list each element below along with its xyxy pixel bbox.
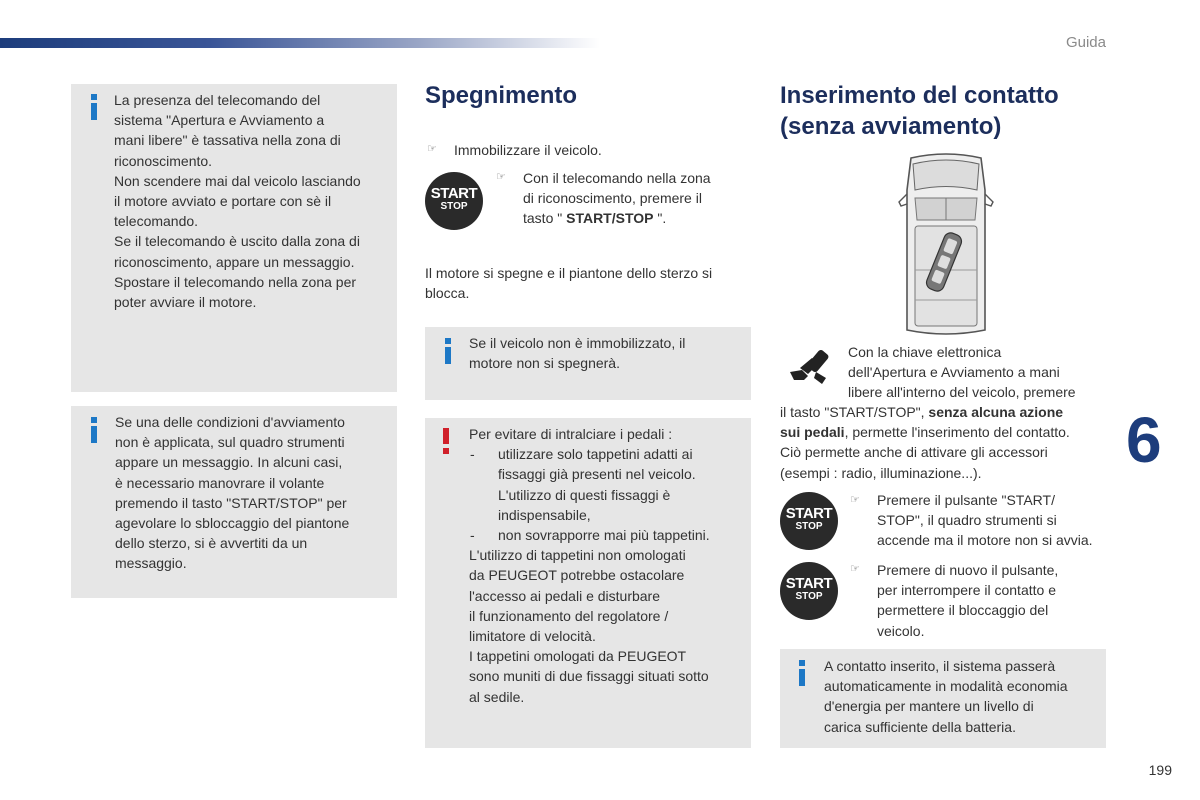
pointing-hand-icon: ☞ bbox=[850, 494, 860, 506]
start-stop-button-icon: START STOP bbox=[780, 492, 838, 550]
pointing-hand-icon: ☞ bbox=[850, 563, 860, 575]
page-number: 199 bbox=[1148, 762, 1172, 778]
pointing-hand-icon: ☞ bbox=[496, 171, 506, 183]
start-stop-button-icon: START STOP bbox=[780, 562, 838, 620]
warning-icon bbox=[440, 428, 452, 454]
header-gradient-bar bbox=[0, 38, 600, 48]
warning-text: Per evitare di intralciare i pedali : - utilizzare solo tappetini adatti ai fissaggi già presenti nel veicolo. L'utilizzo di questi fissaggi è indispensabile, - non sovrapporre mai più tappetini. L'utilizzo di tappetini non omologati da PEUGEOT potrebbe ostacolare l'accesso ai pedali e disturbare il funzionamento del regolatore / limitatore di velocità. I tappetini omologati da PEUGEOT sono muniti di due fissaggi situati sotto al sedile. bbox=[469, 426, 710, 705]
info-text-conditions: Se una delle condizioni d'avviamento non è applicata, sul quadro strumenti appare un messaggio. In alcuni casi, è necessario manovrare il volante premendo il tasto "START/STOP" per agevolare lo sbloccaggio del piantone dello sterzo, si è avvertiti da un messaggio. bbox=[115, 414, 350, 572]
warning-box-pedals bbox=[425, 418, 751, 748]
info-text-economy: A contatto inserito, il sistema passerà automaticamente in modalità economia d'energia per mantere un livello di carica sufficiente della batteria. bbox=[824, 658, 1068, 735]
pointing-hand-icon: ☞ bbox=[427, 143, 437, 155]
info-text-remote: La presenza del telecomando del sistema "Apertura e Avviamento a mani libere" è tassativa nella zona di riconoscimento. Non scendere mai dal veicolo lasciando il motore avviato e portare con sè il telecomando. Se il telecomando è uscito dalla zona di riconoscimento, appare un messaggio. Spostare il telecomando nella zona per poter avviare il motore. bbox=[114, 92, 361, 311]
chapter-number: 6 bbox=[1126, 404, 1162, 476]
hand-key-icon bbox=[786, 344, 834, 388]
step-immobilize: Immobilizzare il veicolo. bbox=[454, 142, 602, 158]
info-box-economy-mode bbox=[780, 649, 1106, 748]
info-box-not-immobilized bbox=[425, 327, 751, 400]
paragraph-ignition: il tasto "START/STOP", senza alcuna azione sui pedali, permette l'inserimento del contatto. Ciò permette anche di attivare gli accessori (esempi : radio, illuminazione...). bbox=[780, 404, 1070, 481]
info-text-not-immobilized: Se il veicolo non è immobilizzato, il motore non si spegnerà. bbox=[469, 335, 686, 372]
info-box-start-conditions bbox=[71, 406, 397, 598]
start-stop-button-icon: START STOP bbox=[425, 172, 483, 230]
step-press-start-stop: Con il telecomando nella zona di riconoscimento, premere il tasto " START/STOP ". bbox=[523, 170, 711, 227]
section-label: Guida bbox=[1065, 34, 1106, 51]
key-inside-text: Con la chiave elettronica dell'Apertura e Avviamento a mani libere all'interno del veicolo, premere bbox=[848, 344, 1076, 401]
info-icon bbox=[795, 660, 809, 686]
info-box-remote-presence bbox=[71, 84, 397, 392]
section-title-inserimento: Inserimento del contatto (senza avviamento) bbox=[780, 82, 1059, 140]
info-icon bbox=[87, 94, 101, 120]
info-icon bbox=[87, 417, 101, 443]
section-title-spegnimento: Spegnimento bbox=[425, 82, 578, 109]
step-press-again: Premere di nuovo il pulsante, per interrompere il contatto e permettere il bloccaggio del veicolo. bbox=[877, 562, 1059, 639]
paragraph-engine-stops: Il motore si spegne e il piantone dello sterzo si blocca. bbox=[425, 265, 713, 302]
step-press-once: Premere il pulsante "START/ STOP", il quadro strumenti si accende ma il motore non si avvia. bbox=[877, 492, 1093, 549]
vehicle-top-view-illustration bbox=[893, 150, 999, 338]
info-icon bbox=[441, 338, 455, 364]
